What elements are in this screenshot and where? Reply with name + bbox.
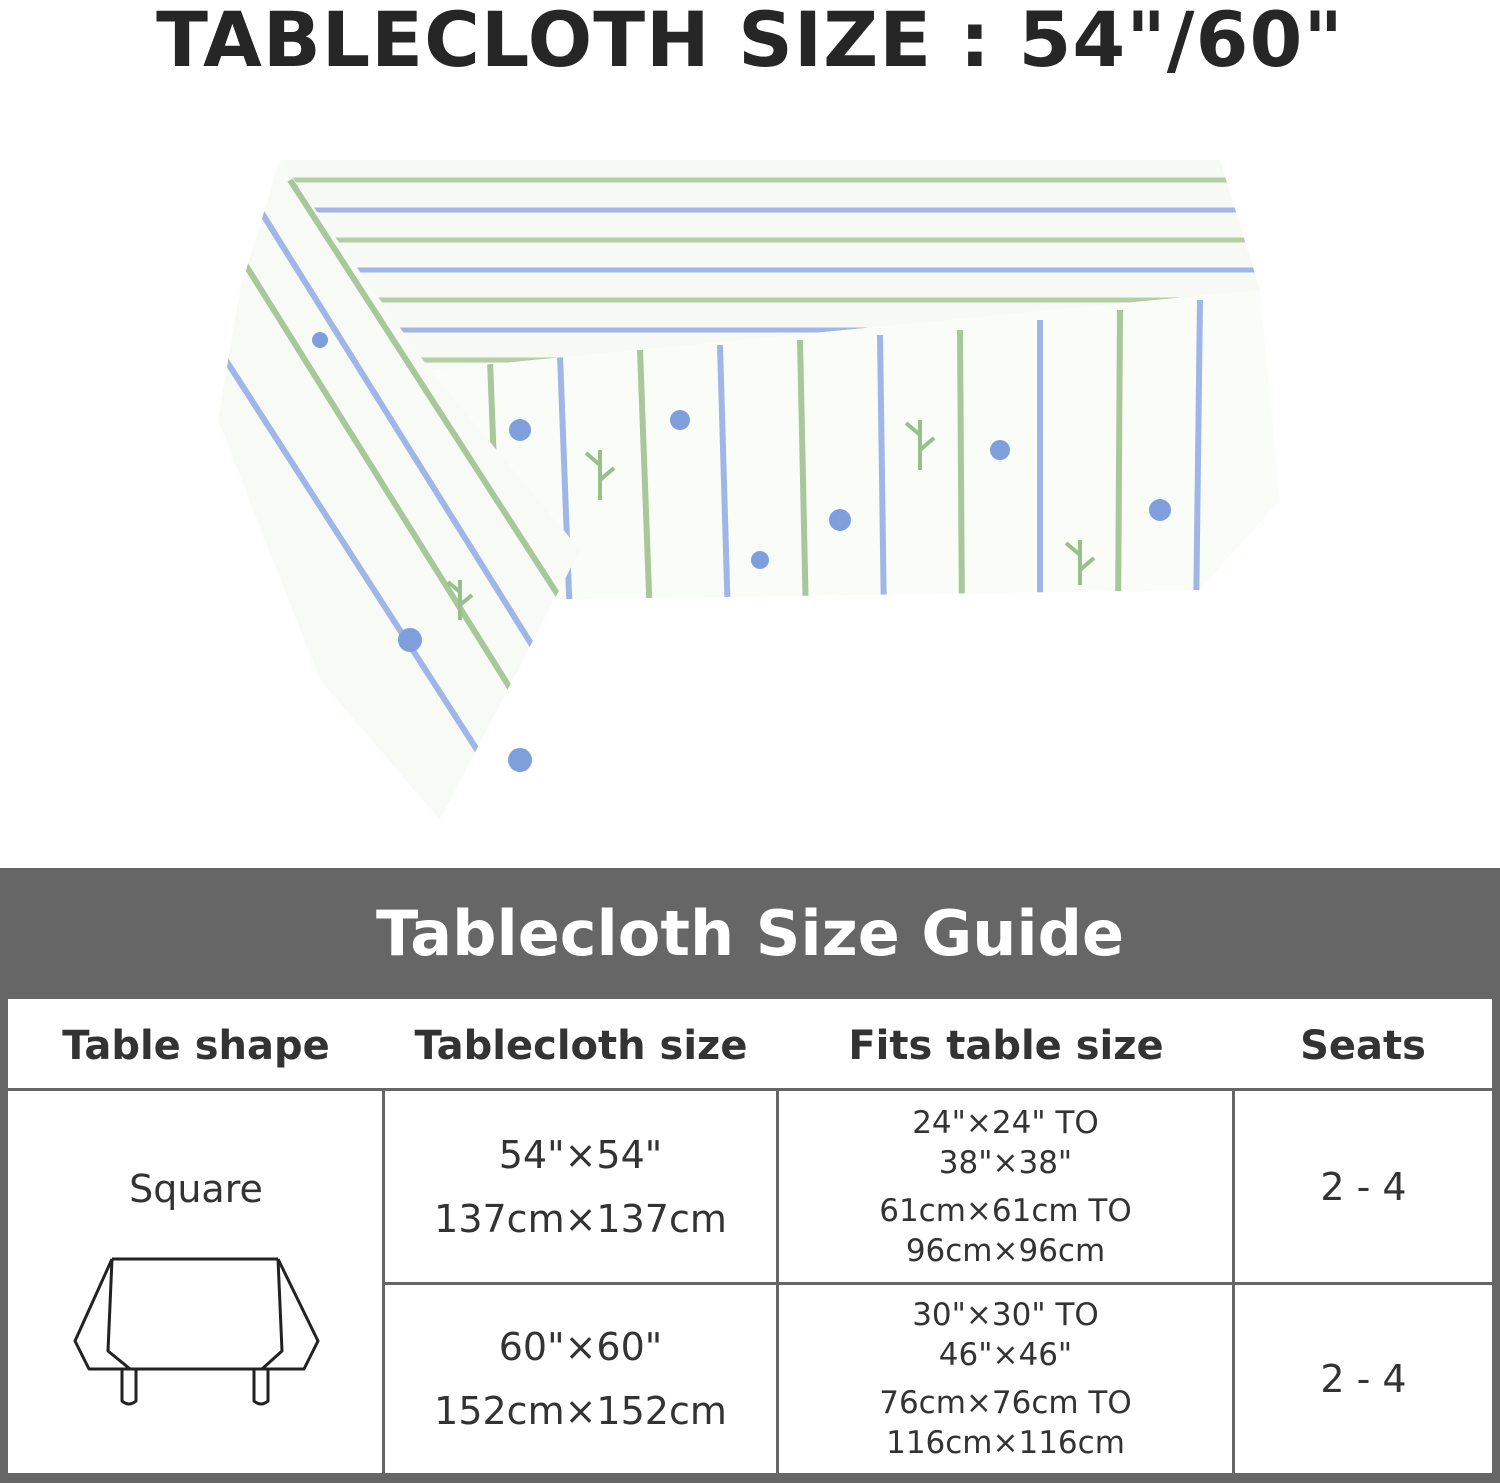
fits-table-size-cell (779, 1285, 1232, 1473)
tablecloth-size-cm: 152cm×152cm (434, 1389, 727, 1433)
fits-table-size-cell (779, 1091, 1232, 1282)
fits-cm-to: 116cm×116cm (886, 1425, 1125, 1461)
seats-value: 2 - 4 (1320, 1357, 1407, 1401)
fits-inches-from: 24"×24" TO (912, 1104, 1099, 1141)
fits-inches-to: 38"×38" (938, 1144, 1073, 1181)
square-tablecloth-icon (72, 1239, 322, 1409)
header-tablecloth-size: Tablecloth size (414, 1023, 748, 1069)
size-guide-panel (0, 868, 1500, 1483)
table-header-row (8, 999, 1492, 1091)
tablecloth-product-image (200, 120, 1320, 840)
tablecloth-size-cm: 137cm×137cm (434, 1196, 727, 1241)
seats-cell (1235, 1285, 1492, 1473)
fits-cm-from: 61cm×61cm TO (879, 1192, 1132, 1229)
fits-inches-to: 46"×46" (938, 1337, 1073, 1373)
seats-value: 2 - 4 (1320, 1164, 1407, 1209)
size-guide-title: Tablecloth Size Guide (375, 897, 1125, 970)
fits-inches-from: 30"×30" TO (912, 1297, 1099, 1333)
table-row (385, 1091, 776, 1282)
fits-cm-to: 96cm×96cm (905, 1232, 1106, 1269)
size-guide-table (8, 999, 1492, 1473)
tablecloth-size-inches: 54"×54" (498, 1132, 663, 1177)
fits-cm-from: 76cm×76cm TO (879, 1385, 1132, 1421)
header-seats: Seats (1300, 1023, 1426, 1069)
headline: TABLECLOTH SIZE : 54"/60" (156, 0, 1344, 84)
table-row (385, 1285, 776, 1473)
tablecloth-size-inches: 60"×60" (498, 1325, 663, 1369)
seats-cell (1235, 1091, 1492, 1282)
header-table-shape: Table shape (62, 1023, 330, 1069)
header-fits-table-size: Fits table size (848, 1023, 1164, 1069)
shape-square-label: Square (129, 1167, 263, 1211)
